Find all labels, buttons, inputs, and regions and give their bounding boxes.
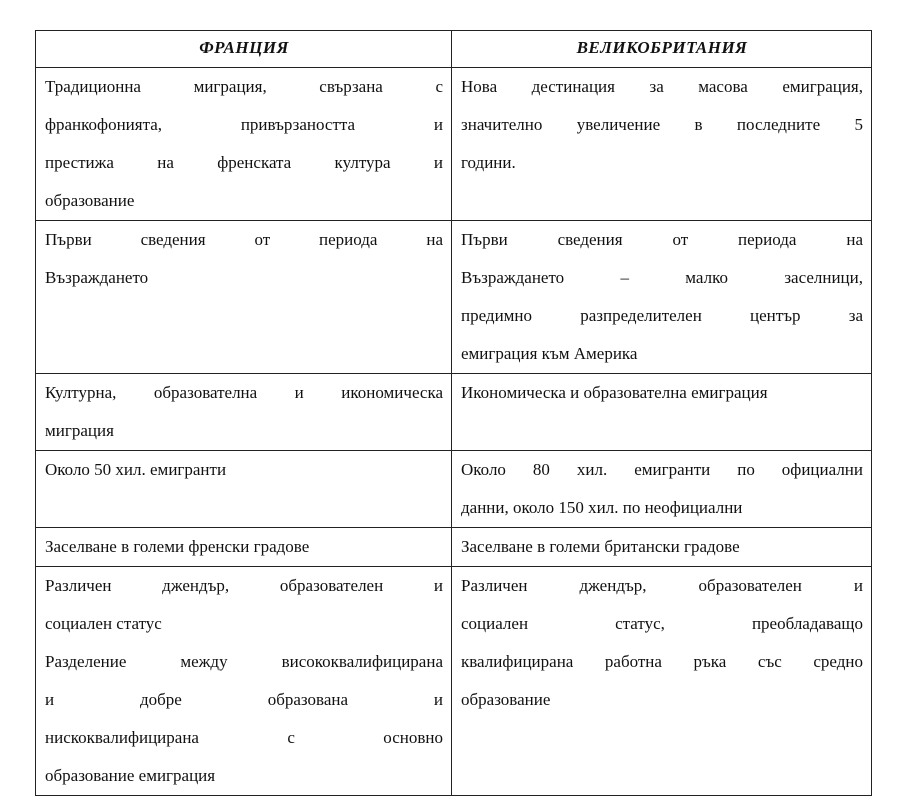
cell-line: образование (45, 191, 135, 210)
cell-line: предимно разпределителен център за (461, 306, 863, 325)
cell-uk (452, 68, 872, 221)
table-row (36, 221, 872, 374)
cell-line: Първи сведения от периода на (461, 230, 863, 249)
cell-line: Около 50 хил. емигранти (45, 460, 227, 479)
cell-france (36, 451, 452, 528)
cell-france (36, 221, 452, 374)
cell-line: Заселване в големи британски градове (461, 537, 740, 556)
cell-line: Първи сведения от периода на (45, 230, 443, 249)
cell-line: Различен джендър, образователен и (461, 576, 863, 595)
cell-line: Икономическа и образователна емиграция (461, 383, 768, 402)
cell-line: Възраждането – малко заселници, (461, 268, 863, 287)
cell-line: миграция (45, 421, 114, 440)
cell-line: Около 80 хил. емигранти по официални (461, 460, 863, 479)
cell-line: квалифицирана работна ръка със средно (461, 652, 863, 671)
cell-line: образование емиграция (45, 766, 216, 785)
cell-uk (452, 451, 872, 528)
cell-france (36, 68, 452, 221)
cell-line: Различен джендър, образователен и (45, 576, 443, 595)
cell-line: Разделение между висококвалифицирана (45, 652, 443, 671)
cell-line: Традиционна миграция, свързана с (45, 77, 443, 96)
cell-line: франкофонията, привързаността и (45, 115, 443, 134)
cell-uk (452, 374, 872, 451)
comparison-table (35, 30, 872, 796)
header-row (36, 31, 872, 68)
cell-france (36, 528, 452, 567)
cell-line: емиграция към Америка (461, 344, 638, 363)
cell-line: и добре образована и (45, 690, 443, 709)
cell-line: престижа на френската култура и (45, 153, 443, 172)
cell-line: Заселване в големи френски градове (45, 537, 310, 556)
cell-line: нискоквалифицирана с основно (45, 728, 443, 747)
table-row (36, 374, 872, 451)
cell-line: социален статус (45, 614, 162, 633)
header-france: ФРАНЦИЯ (36, 31, 452, 68)
cell-line: данни, около 150 хил. по неофициални (461, 498, 743, 517)
table-row (36, 528, 872, 567)
table-row (36, 451, 872, 528)
cell-line: значително увеличение в последните 5 (461, 115, 863, 134)
cell-line: образование (461, 690, 551, 709)
table-row (36, 68, 872, 221)
table-row (36, 567, 872, 796)
cell-france (36, 374, 452, 451)
cell-uk (452, 528, 872, 567)
cell-line: социален статус, преобладаващо (461, 614, 863, 633)
cell-line: Културна, образователна и икономическа (45, 383, 443, 402)
cell-line: Нова дестинация за масова емиграция, (461, 77, 863, 96)
cell-uk (452, 567, 872, 796)
cell-france (36, 567, 452, 796)
cell-line: Възраждането (45, 268, 149, 287)
cell-line: години. (461, 153, 516, 172)
header-uk: ВЕЛИКОБРИТАНИЯ (452, 31, 872, 68)
cell-uk (452, 221, 872, 374)
